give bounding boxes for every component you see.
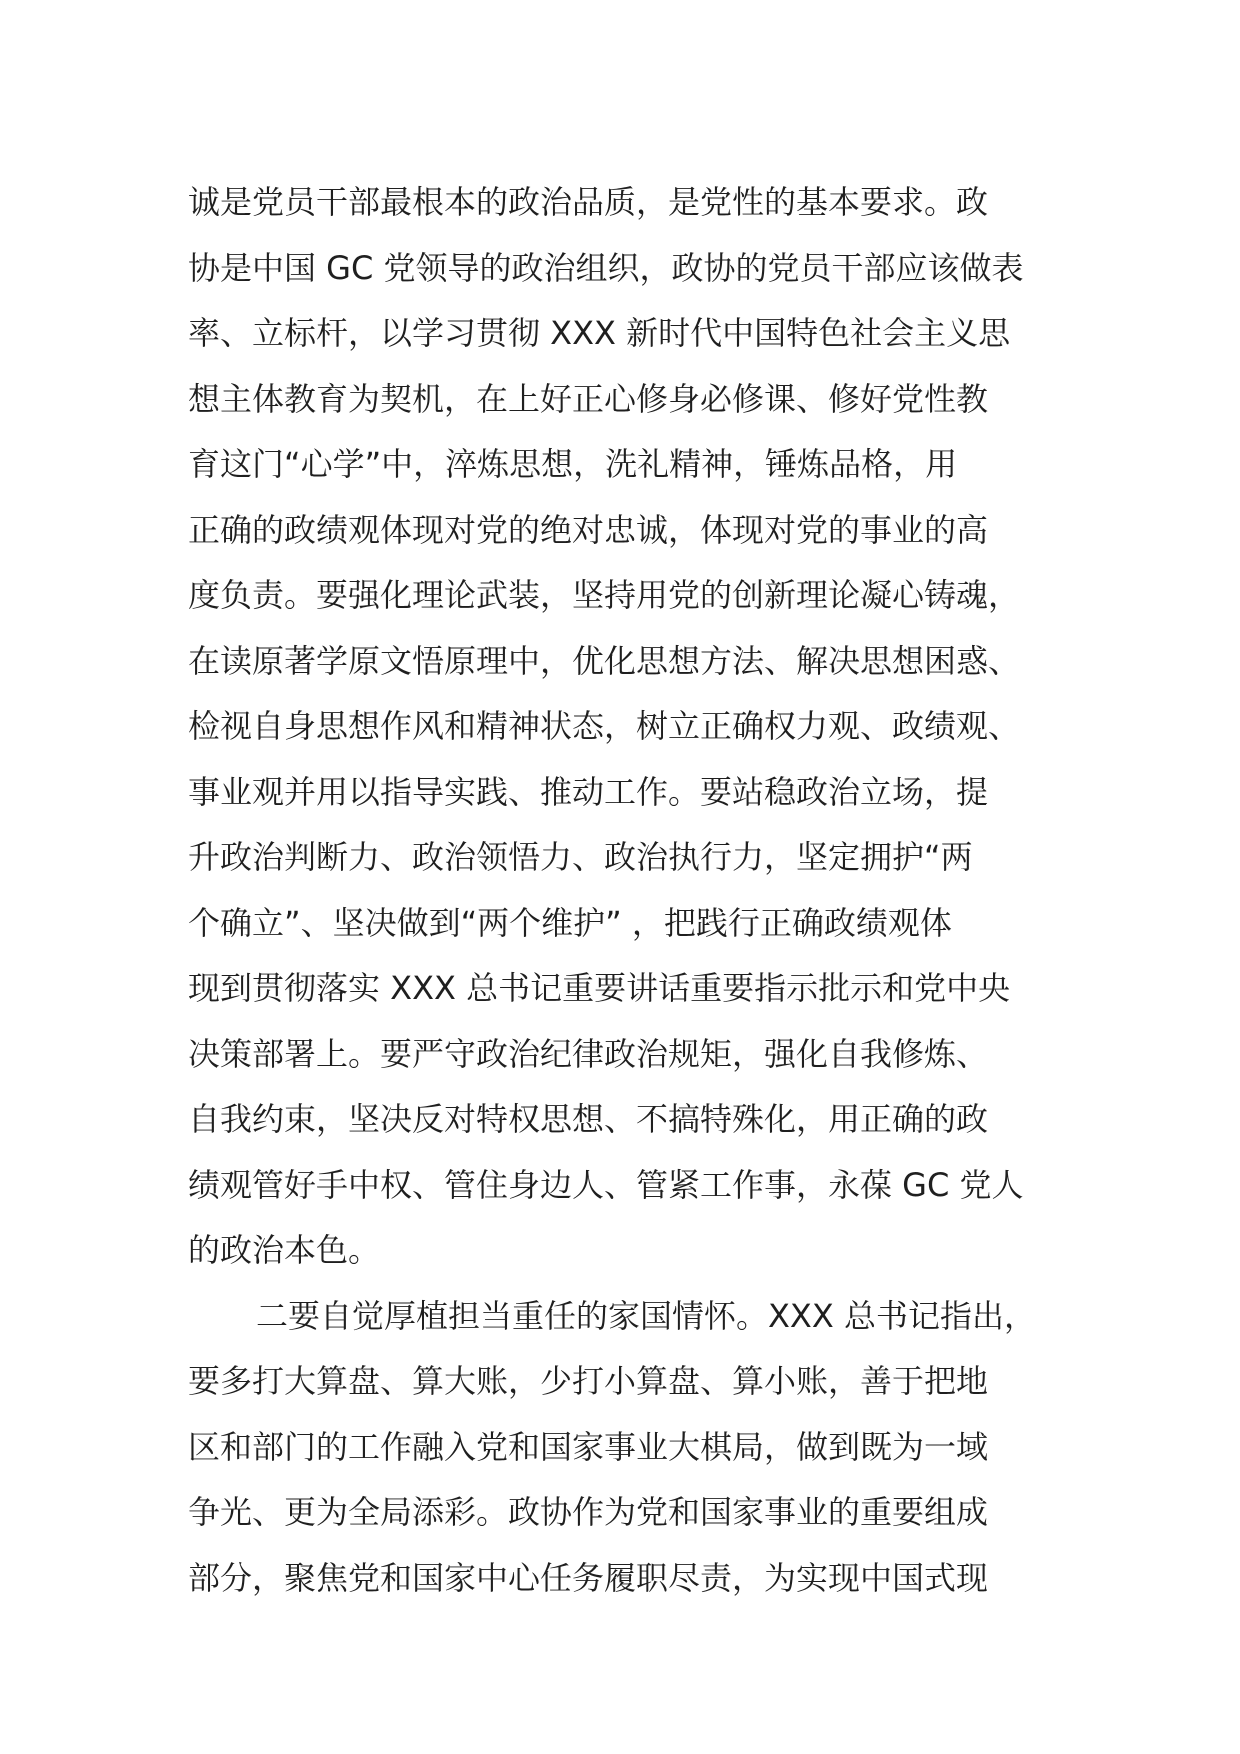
text-line: 绩观管好手中权、管住身边人、管紧工作事，永葆 GC 党人 bbox=[188, 1165, 1024, 1204]
text-line: 诚是党员干部最根本的政治品质，是党性的基本要求。政 bbox=[188, 183, 989, 221]
text-line: 升政治判断力、政治领悟力、政治执行力，坚定拥护“两 bbox=[188, 838, 973, 876]
text-line: 育这门“心学”中，淬炼思想，洗礼精神，锤炼品格，用 bbox=[188, 445, 958, 483]
text-line: 部分，聚焦党和国家中心任务履职尽责，为实现中国式现 bbox=[188, 1558, 989, 1597]
text-line: 要多打大算盘、算大账，少打小算盘、算小账，善于把地 bbox=[188, 1362, 989, 1400]
text-line: 个确立”、坚决做到“两个维护” ，把践行正确政绩观体 bbox=[188, 903, 952, 942]
text-line: 想主体教育为契机，在上好正心修身必修课、修好党性教 bbox=[188, 379, 989, 418]
body-text bbox=[188, 170, 1068, 1611]
text-line: 率、立标杆，以学习贯彻 XXX 新时代中国特色社会主义思 bbox=[188, 314, 1011, 352]
text-line: 事业观并用以指导实践、推动工作。要站稳政治立场，提 bbox=[188, 772, 989, 811]
text-line: 检视自身思想作风和精神状态，树立正确权力观、政绩观、 bbox=[188, 707, 1021, 745]
text-line: 正确的政绩观体现对党的绝对忠诚，体现对党的事业的高 bbox=[188, 510, 989, 549]
text-line: 在读原著学原文悟原理中，优化思想方法、解决思想困惑、 bbox=[188, 641, 1021, 680]
text-line: 决策部署上。要严守政治纪律政治规矩，强化自我修炼、 bbox=[188, 1034, 989, 1073]
text-line: 现到贯彻落实 XXX 总书记重要讲话重要指示批示和党中央 bbox=[188, 969, 1011, 1007]
text-line: 争光、更为全局添彩。政协作为党和国家事业的重要组成 bbox=[188, 1493, 989, 1531]
text-line: 度负责。要强化理论武装，坚持用党的创新理论凝心铸魂， bbox=[188, 576, 1021, 614]
text-line: 的政治本色。 bbox=[188, 1231, 381, 1269]
text-line: 自我约束，坚决反对特权思想、不搞特殊化，用正确的政 bbox=[188, 1100, 989, 1138]
paragraph-start-line: 二要自觉厚植担当重任的家国情怀。XXX 总书记指出， bbox=[256, 1296, 1036, 1335]
text-line: 区和部门的工作融入党和国家事业大棋局，做到既为一域 bbox=[188, 1427, 989, 1466]
text-line: 协是中国 GC 党领导的政治组织，政协的党员干部应该做表 bbox=[188, 248, 1024, 287]
